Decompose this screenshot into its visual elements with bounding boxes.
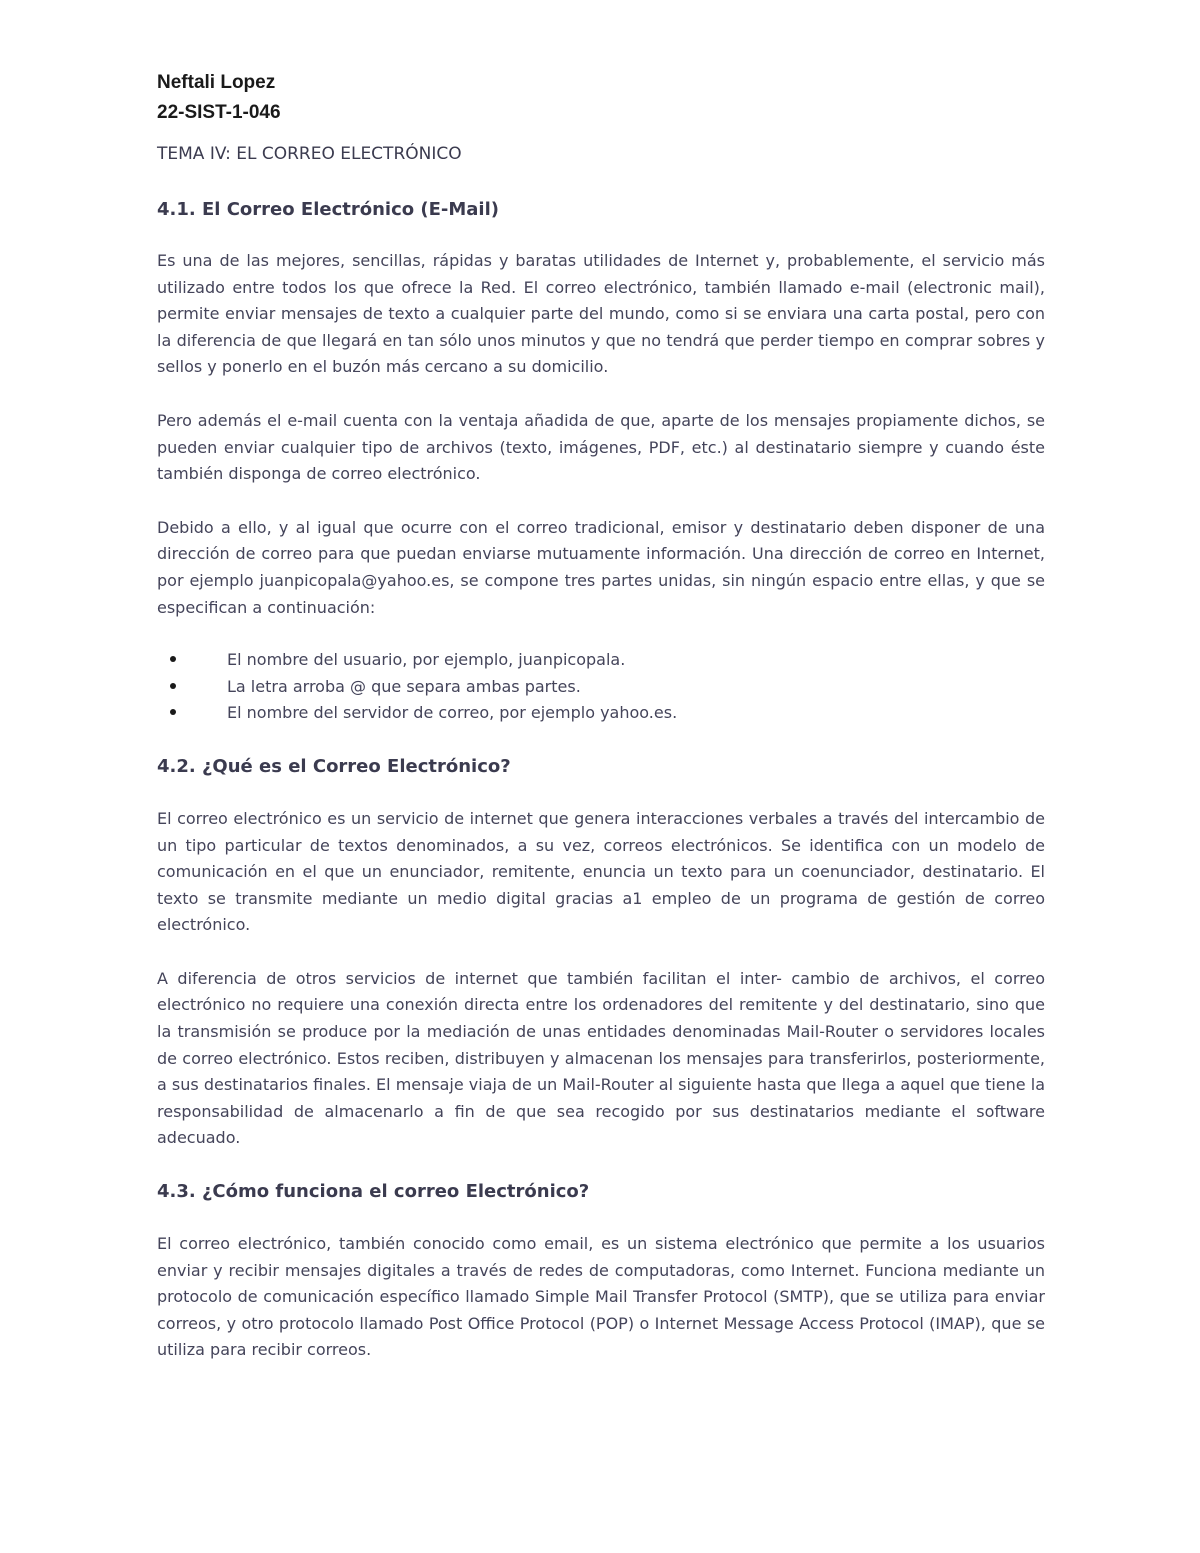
list-item	[170, 674, 1045, 701]
bullet-icon	[170, 683, 176, 689]
author-name: Neftali Lopez	[157, 72, 276, 93]
list-item-text: El nombre del servidor de correo, por ejemplo yahoo.es.	[227, 703, 678, 723]
paragraph: Pero además el e-mail cuenta con la ventaja añadida de que, aparte de los mensajes propiamente dichos, se pueden enviar cualquier tipo de archivos (texto, imágenes, PDF, etc.) al destinatario siempre y cuando éste también disponga de correo electrónico.	[157, 410, 1045, 484]
list-item	[170, 647, 1045, 674]
paragraph: El correo electrónico, también conocido como email, es un sistema electrónico que permite a los usuarios enviar y recibir mensajes digitales a través de redes de computadoras, como Internet. Funciona mediante un protocolo de comunicación específico llamado Simple Mail Transfer Protocol (SMTP), que se utiliza para enviar correos, y otro protocolo llamado Post Office Protocol (POP) o Internet Message Access Protocol (IMAP), que se utiliza para recibir correos.	[157, 1234, 1045, 1360]
list-item-text: La letra arroba @ que separa ambas partes.	[227, 676, 581, 696]
paragraph: Debido a ello, y al igual que ocurre con el correo tradicional, emisor y destinatario deben disponer de una dirección de correo para que puedan enviarse mutuamente información. Una dirección de correo en Internet, por ejemplo juanpicopala@yahoo.es, se compone tres partes unidas, sin ningún espacio entre ellas, y que se especifican a continuación:	[157, 517, 1045, 617]
list-item-text: El nombre del usuario, por ejemplo, juanpicopala.	[227, 650, 626, 670]
paragraph: A diferencia de otros servicios de internet que también facilitan el inter- cambio de archivos, el correo electrónico no requiere una conexión directa entre los ordenadores del remitente y del destinatario, sino que la transmisión se produce por la mediación de unas entidades denominadas Mail-Router o servidores locales de correo electrónico. Estos reciben, distribuyen y almacenan los mensajes para transferirlos, posteriormente, a sus destinatarios finales. El mensaje viaja de un Mail-Router al siguiente hasta que llega a aquel que tiene la responsabilidad de almacenarlo a fin de que sea recogido por sus destinatarios mediante el software adecuado.	[157, 968, 1045, 1148]
section-heading-4-3: 4.3. ¿Cómo funciona el correo Electrónico?	[157, 1181, 590, 1203]
paragraph: El correo electrónico es un servicio de internet que genera interacciones verbales a través del intercambio de un tipo particular de textos denominados, a su vez, correos electrónicos. Se identifica con un modelo de comunicación en el que un enunciador, remitente, enuncia un texto para un coenunciador, destinatario. El texto se transmite mediante un medio digital gracias a1 empleo de un programa de gestión de correo electrónico.	[157, 808, 1045, 935]
bullet-icon	[170, 656, 176, 662]
paragraph: Es una de las mejores, sencillas, rápidas y baratas utilidades de Internet y, probablemente, el servicio más utilizado entre todos los que ofrece la Red. El correo electrónico, también llamado e-mail (electronic mail), permite enviar mensajes de texto a cualquier parte del mundo, como si se enviara una carta postal, pero con la diferencia de que llegará en tan sólo unos minutos y que no tendrá que perder tiempo en comprar sobres y sellos y ponerlo en el buzón más cercano a su domicilio.	[157, 251, 1045, 377]
topic-title: TEMA IV: EL CORREO ELECTRÓNICO	[157, 144, 462, 164]
list-item	[170, 700, 1045, 727]
bullet-icon	[170, 709, 176, 715]
author-id: 22-SIST-1-046	[157, 102, 281, 123]
document-page	[157, 68, 1045, 1364]
bullet-list	[157, 647, 1045, 727]
section-heading-4-2: 4.2. ¿Qué es el Correo Electrónico?	[157, 755, 511, 777]
section-heading-4-1: 4.1. El Correo Electrónico (E-Mail)	[157, 199, 499, 220]
